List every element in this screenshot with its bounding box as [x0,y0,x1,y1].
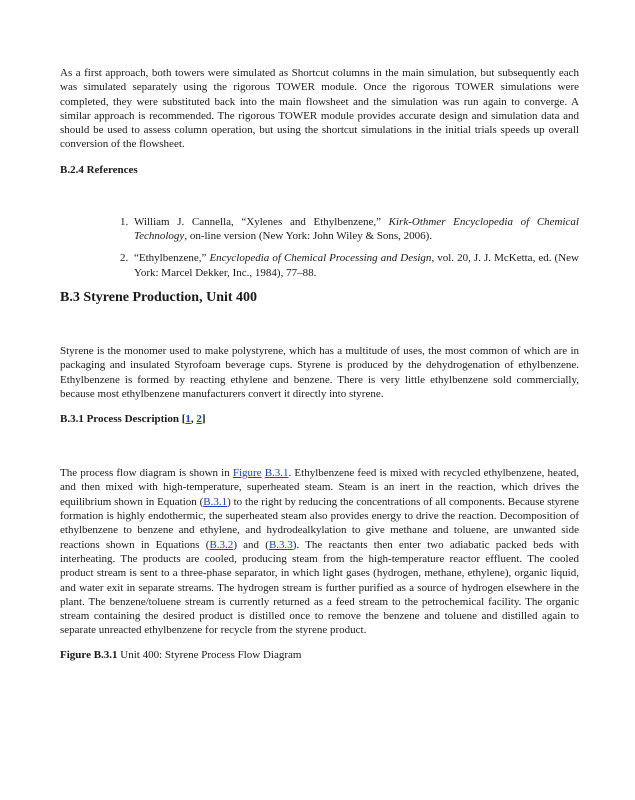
reference-number: 1. [120,215,129,228]
heading-text: B.3.1 Process Description [60,413,179,426]
paragraph-text: ) and ( [233,538,269,551]
reference-item [120,215,579,244]
bracket-close: ] [201,413,206,426]
document-page [60,66,579,662]
figure-link[interactable]: Figure [232,467,262,480]
equation-link-b-3-1[interactable]: B.3.1 [203,495,228,508]
styrene-paragraph: Styrene is the monomer used to make polystyrene, which has a multitude of uses, the most common of which are in packaging and insulated Styrofoam beverage cups. Styrene is produced by the dehydrogenation of ethylbenzene. Ethylbenzene is formed by reacting ethylene and benzene. There is very little ethylbenzene sold commercially, because most ethylbenzene manufacturers convert it directly into styrene. [60,344,579,400]
paragraph-text: . Ethylbenzene feed is mixed with recycled ethylbenzene, heated, and then mixed with high-temperature, superheated steam. Steam is an inert in the reaction, which drives the equilibrium shown in Equation ( [60,467,579,508]
process-paragraph [60,466,579,638]
reference-item [120,251,579,280]
equation-link-b-3-2[interactable]: B.3.2 [209,538,234,551]
references-list [60,215,579,280]
citation-link-2[interactable]: 2 [196,413,202,426]
process-description-heading [60,412,579,426]
citation-separator: , [190,413,197,426]
reference-text: “Ethylbenzene,” [134,252,210,265]
intro-paragraph: As a first approach, both towers were simulated as Shortcut columns in the main simulation, but subsequently each was simulated separately using the rigorous TOWER module. Once the rigorous TOWER simulations were completed, they were substituted back into the main flowsheet and the simulation was run again to converge. A similar approach is recommended. The rigorous TOWER module provides accurate design and simulation data and should be used to assess column operation, but using the shortcut simulations in the initial trials speeds up overall conversion of the flowsheet. [60,67,579,151]
paragraph-text: ). The reactants then enter two adiabatic packed beds with interheating. The products are cooled, producing steam from the high-temperature reactor effluent. The cooled product stream is sent to a three-phase separator, in which light gases (hydrogen, methane, ethylene), organic liquid, and water exit in separate streams. The hydrogen stream is further purified as a source of hydrogen elsewhere in the plant. The benzene/toluene stream is currently returned as a feed stream to the petrochemical facility. The organic stream containing the desired product is distilled once to remove the benzene and toluene and distilled again to separate unreacted ethylbenzene for recycle from the styrene product. [60,538,579,637]
reference-text: William J. Cannella, “Xylenes and Ethylbenzene,” [134,215,389,228]
paragraph-text: ) to the right by reducing the concentrations of all components. Because styrene formation is highly endothermic, the superheated steam also provides energy to drive the reaction. Decomposition of ethylbenzene to benzene and ethylene, and hydrodealkylation to give methane and toluene, are unwanted side reactions shown in Equations ( [60,495,579,551]
figure-number-link[interactable]: B.3.1 [264,467,289,480]
figure-caption-text: Unit 400: Styrene Process Flow Diagram [117,648,302,661]
references-heading: B.2.4 References [60,163,138,176]
bracket-open: [ [178,413,186,426]
section-heading: B.3 Styrene Production, Unit 400 [60,289,258,305]
reference-details: , vol. 20, J. J. McKetta, ed. (New York: Marcel Dekker, Inc., 1984), 77–88. [134,252,579,279]
reference-title: Kirk-Othmer Encyclopedia of Chemical Technology [134,215,579,243]
reference-details: , on-line version (New York: John Wiley & Sons, 2006). [184,230,433,243]
reference-title: Encyclopedia of Chemical Processing and Design [209,252,432,265]
reference-number: 2. [120,252,129,265]
citation-link-1[interactable]: 1 [185,413,191,426]
equation-link-b-3-3[interactable]: B.3.3 [268,538,293,551]
figure-caption [60,648,579,662]
paragraph-text: The process flow diagram is shown in [60,467,233,480]
figure-label: Figure B.3.1 [60,648,118,661]
